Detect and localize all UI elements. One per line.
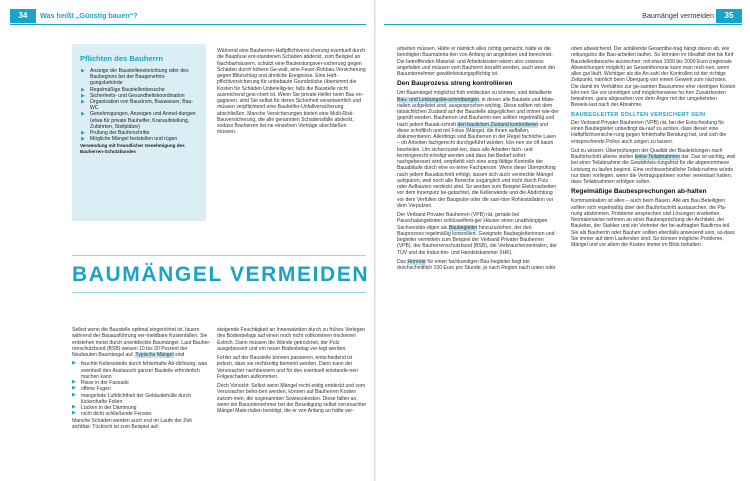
list-item: ▶ Genehmigungen, Anzeigen und Anmel-dungen (etwa für private Bauhelfer, Kranaufstellung, Zufahrten, Stellplätze) xyxy=(81,111,196,130)
list-item: ▶ Risse in der Fassade xyxy=(72,380,129,386)
column-2-bottom-text xyxy=(217,327,367,477)
highlighted-term: keine Teilabnahmen xyxy=(634,154,680,160)
triangle-bullet-icon: ▶ xyxy=(81,136,85,143)
paragraph: arbeiten müssen. Hätte er nämlich alles richtig gemacht, hätte er die benötigten Baumateria-lien von Anfang an angeboten und berechnet. Die betreffenden Material- und Arbeitskosten wären also sowieso angefallen und müssen vom Bauherrn bezahlt werden, auch wenn der Bauunternehmer gewährleistungspflichtig ist. xyxy=(397,46,556,77)
paragraph: Selbst wenn die Baustelle optimal eingerichtet ist, lauern während der Bauausführung ver-meidbare Kostenfallen. Sie entstehen meist durch unentdeckte Baumängel. Laut Bauher-renschutzbund (BSB) weisen 10 bis 20 Prozent der Neubauten Baumängel auf. Typische Mängel sind xyxy=(72,327,211,358)
list-item: ▶ Mögliche Mängel feststellen und rügen xyxy=(81,136,178,143)
column-1-bottom-text xyxy=(72,327,212,477)
paragraph: Doch Vorsicht: Selbst wenn Mängel recht-zeitig entdeckt und vom Verursacher beho-ben werden, können auf Bauherren Kosten zukom-men, die sogenannten Sowiesokosten. Diese fallen an, wenn ein Bauunternehmer bei der Beseitigung selbst verursachter Mängel Mate-rialien benötigt, die er von Anfang an hätte ver- xyxy=(217,383,367,414)
section-headline: BAUMÄNGEL VERMEIDEN xyxy=(72,263,370,286)
highlighted-term: den baulichen Zustand kontrollieren xyxy=(457,121,539,128)
paragraph: Fehler auf der Baustelle können passieren, entscheidend ist jedoch, dass sie rechtzeitig bemerkt werden. Dann kann der Verursacher nachbessern und für den eventuell entstande-nen Folgeschaden aufkommen. xyxy=(217,355,359,380)
list-item: ▶ nicht dicht schließende Fenster. xyxy=(72,411,153,418)
info-box-credit: Verwendung mit freundlicher Genehmigung des Bauherren-Schutzbundes xyxy=(80,143,185,155)
list-item: ▶ Prüfung der Bauforschritte xyxy=(81,130,150,137)
triangle-bullet-icon: ▶ xyxy=(72,392,76,398)
subheading: Regelmäßige Baubesprechungen ab-halten xyxy=(571,188,707,196)
paragraph: Manche Schäden werden auch erst im Laufe der Zeit sichtbar. Tückisch ist zum Beispiel auf- xyxy=(72,417,192,430)
triangle-bullet-icon: ▶ xyxy=(72,405,76,410)
highlighted-term: Bau- und Leistungsbe-schreibungen xyxy=(397,96,479,103)
headline-top-rule xyxy=(72,255,366,256)
headline-bottom-rule xyxy=(72,292,366,293)
list-item: ▶ Sicherheits- und Gesundheitskoordination xyxy=(81,92,185,99)
triangle-bullet-icon: ▶ xyxy=(72,386,76,392)
paragraph: oben abweichend. Der anfallende Gesamtbe-trag hängt davon ab, wie reibungslos die Bau-arbeiten laufen. So könnten im Idealfall drei bis fünf Baustellenbesuche ausreichen; mit etwa 1500 bis 2000 Euro (regionale Abweichungen möglich) an Gesamthonorar kann man rech-nen, wenn alles gut läuft. Wichtiger als die An-zahl der Kontrollen ist der richtige Zeitpunkt, nämlich beim Übergang von einem Gewerk zum nächsten. Die damit im Verhältnis zur ge-samten Bausumme eher niedrigen Kosten kön-nen Sie vor unnötigen und möglicherweise ho-hen Zusatzkosten bewahren, ganz abgesehen von dem Ärger mit der umgekehrten Beweis-last nach der Abnahme. xyxy=(571,46,736,109)
triangle-bullet-icon: ▶ xyxy=(72,411,76,417)
list-item: ▶ Regelmäßige Baustellenbesuche xyxy=(81,86,165,93)
left-running-title: Was heißt „Günstig bauen“? xyxy=(40,11,138,20)
right-header-rule xyxy=(384,24,742,25)
triangle-bullet-icon: ▶ xyxy=(81,111,85,118)
list-item: ▶ offene Fugen xyxy=(72,386,111,393)
subheading-highlight: BAUBEGLEITER SOLLTEN VERSICHERT SEIN xyxy=(571,111,706,118)
highlighted-term: Baubegleiter xyxy=(448,224,478,231)
paragraph: Der Verband Privater Bauherren (VPB) rät, bei der Entscheidung für einen Baubegleiter unbedingt da-rauf zu achten, dass dieser eine Haftpflichtversiche-rung gegen fehlerhafte Beratung hat, und sich die entsprechende Police auch zeigen zu lassen. xyxy=(571,119,727,145)
right-running-title: Baumängel vermeiden xyxy=(642,11,714,20)
paragraph: steigende Feuchtigkeit an Innenwänden durch zu frühes Verlegen des Bodenbelags auf einen noch nicht vollkommen trockenen Estrich. Dann müssen die Wände getrocknet, der Putz ausgebessert und ein neuer Bodenbelag ver-legt werden. xyxy=(217,327,366,352)
list-item: ▶ Organisation von Baustrom, Bauwasser, Bau-WC xyxy=(81,99,194,112)
list-item: ▶ feuchte Kellerwände durch fehlerhafte Ab-dichtung, was eventuell den Austausch ganzer Bauteile erforderlich machen kann xyxy=(72,361,208,380)
column-3-text xyxy=(397,46,559,478)
paragraph: Kommunikation ist alles – auch beim Bauen. Alle am Bau Beteiligten sollten sich regelmäßig über den Baufortschritt austauschen, die Pla-nung abstimmen, Probleme ansprechen und Lösungen erarbeiten. Normalerweise nehmen an einer Baubesprechung der Architekt, der Bauleiter, der Statiker und ein Vertreter der be-auftragten Baufirma teil. Sie als Bauherrin oder Bauherr sollten ebenfalls anwesend sein, so-dass Sie immer auf dem Laufenden sind. So können mögliche Probleme, Mängel und vor allem die Kosten immer im Blick behalten. xyxy=(571,198,735,248)
left-header-rule xyxy=(10,24,366,25)
highlighted-term: Honorar xyxy=(407,258,426,265)
column-2-top-text xyxy=(217,48,367,223)
paragraph: Während eine Bauherren-Haftpflichtversi-cherung eventuell durch die Baupfuse ent-standenen Schäden abdeckt, zum Beispiel an Nachbarhäusern, schützt eine Bauleistungsver-sicherung gegen Schäden durch höhere Ge-walt, eine Feuer-Rohbau-Versicherung gegen Blitzschlag und ähnliche Ereignisse. Eine Haft-pflichtversicherung für unbebaute Grundstücke übernimmt die Kosten für Schäden Unbeteilig-ter, falls die Baustelle nicht ausreichend gesi-chert ist. Wenn Sie private Helfer beim Bau en-gagieren, sind Sie selbst für deren Sicherheit verantwortlich und müssen verpflichtend eine Bauhelfer-Unfallversicherung abschließen. Manche Versicherungen bieten eine Multi-Risk-Bauversicherung, die alle genannten Schadensfälle abdeckt, sodass Bauherren kei-ne einzelnen Verträge abschließen müssen. xyxy=(217,48,366,136)
paragraph: Um Baumängel möglichst früh entdecken zu können, sind detaillierte Bau- und Leistungsbe-schreibungen, in denen alle Bauteile und Mate-rialien aufgelistet sind, ausgesprochen wichtig. Diese sollten mit dem tatsächlichen Zustand auf der Baustelle abgeglichen und immer wie-der geprüft werden. Bauherren und Bauherrin-nen sollten regelmäßig und nach jedem Bauab-schnitt den baulichen Zustand kontrollieren und diese schriftlich und mit Fotos (Mängel, die ihnen auffallen, dokumentieren. Allerdings sind Bauherren in der Regel fachliche Laien – ob Arbeiten fachgerecht durchgeführt wurden, kön-nen sie oft kaum beurteilen. Um sicherzustel-len, dass alle Arbeiten fach- und termingerecht erledigt werden und dass bei Bedarf sofort nachgebessert wird, empfiehlt sich eine sorg-fältige Kontrolle der Bauabläufe durch eine ex-terne Fachperson. Wenn diese Überprüfung nach jedem Bauabschnitt erfolgt, lassen sich auch versteckte Mängel aufspüren, weil noch alle Bereiche zugänglich und nicht durch Putz oder Aufbauten verdeckt sind. So werden zum Beispiel Elektroarbeiten vor dem Innenputz be-gutachtet, die Kellerwände und die Abdichtung vor dem Verfüllen der Baugrube oder die sani-täre Rohinstallation vor dem Verputzen. xyxy=(397,90,559,209)
triangle-bullet-icon: ▶ xyxy=(81,130,85,137)
triangle-bullet-icon: ▶ xyxy=(81,92,85,99)
list-item: ▶ Anzeige der Baustelleneinrichtung oder des Baubeginns bei der Baugenehmi-gungsbehörde xyxy=(81,68,189,87)
triangle-bullet-icon: ▶ xyxy=(81,86,85,93)
triangle-bullet-icon: ▶ xyxy=(72,380,76,385)
right-page-number: 35 xyxy=(716,9,742,23)
subheading: Den Bauprozess streng kontrollieren xyxy=(397,80,513,88)
info-box-title: Pflichten des Bauherrn xyxy=(80,54,164,63)
triangle-bullet-icon: ▶ xyxy=(72,361,76,367)
list-item: ▶ Lücken in der Dämmung xyxy=(72,405,137,411)
list-item: ▶ mangelnde Luftdichtheit der Gebäudehülle durch lückenhafte Folien xyxy=(72,392,192,405)
paragraph: Der Verband Privater Bauherren (VPB) rät, gerade bei Pauschalangeboten schlüsselferti-ger Häuser einen unabhängigen Sachverstän-digen als Baubegleiter hinzuzuziehen, der den Bauprozess regelmäßig kontrolliert. Geeignete Baubegleiterinnen und -begleiter vermitteln zum Beispiel der Verband Privater Bauherren (VPB), der Bauherrenschutzbund (BSB), die Verbraucherzentralen, der TÜV und die Indus-trie- und Handelskammer (IHK). xyxy=(397,212,558,256)
highlighted-term: Typische Mängel xyxy=(135,352,174,358)
info-box-duties xyxy=(72,44,206,221)
duties-list xyxy=(80,68,198,142)
defects-list xyxy=(72,361,212,417)
left-page-number: 34 xyxy=(10,9,36,23)
column-4-text xyxy=(571,46,736,478)
triangle-bullet-icon: ▶ xyxy=(81,99,85,106)
page-gutter xyxy=(374,0,376,481)
paragraph: Gut zu wissen: Überprüfungen der Qualität der Bauleistungen nach Baufortschritt alleine stellen keine Teilabnahmen dar. Das ist wichtig, weil bei einer Teilabnahme die Gewährleis-tungsfrist für die abgenommene Leistung zu laufen beginnt. Eine rechtsverbindliche Teilab-nahme würde nur dann vorliegen, wenn die Vertragsparteien vorher vereinbart hatten, dass Teilabnahmen erfolgen sollen. xyxy=(571,147,736,185)
paragraph: Das Honorar für einen fachkundigen Bau-begleiter liegt bei durchschnittlich 100 Euro pro Stunde, je nach Region nach unten oder xyxy=(397,258,556,271)
triangle-bullet-icon: ▶ xyxy=(81,68,85,74)
